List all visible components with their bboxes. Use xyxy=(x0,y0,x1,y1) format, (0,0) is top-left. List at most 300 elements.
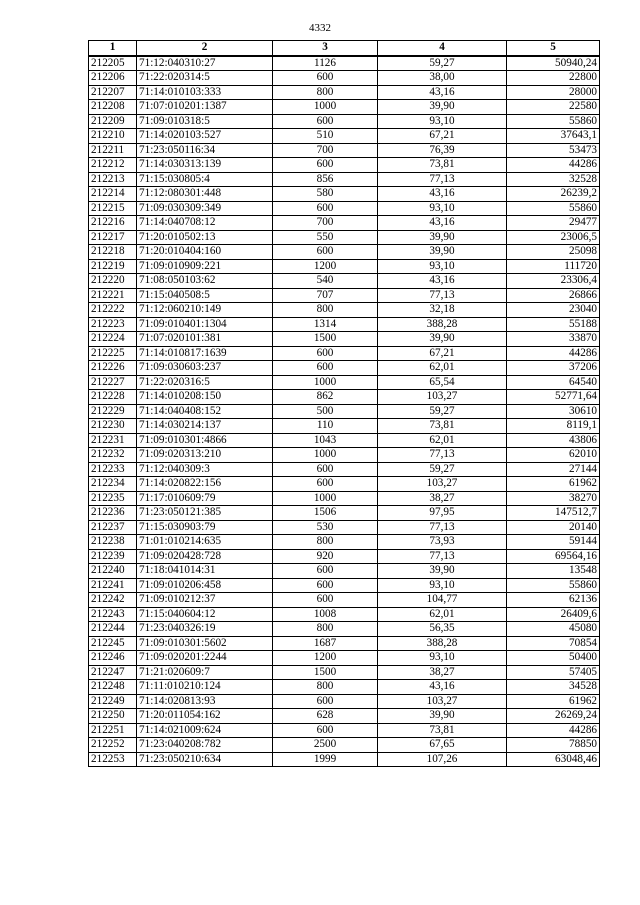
cell-value: 44286 xyxy=(507,158,600,173)
cell-cadastral-number: 71:09:010401:1304 xyxy=(137,317,273,332)
cell-area: 1000 xyxy=(273,448,378,463)
cell-cadastral-number: 71:20:010502:13 xyxy=(137,230,273,245)
cell-value: 26269,24 xyxy=(507,709,600,724)
cell-row-number: 212229 xyxy=(89,404,137,419)
cell-rate: 77,13 xyxy=(378,172,507,187)
cell-cadastral-number: 71:15:040508:5 xyxy=(137,288,273,303)
cell-value: 34528 xyxy=(507,680,600,695)
cell-rate: 39,90 xyxy=(378,245,507,260)
cell-row-number: 212246 xyxy=(89,651,137,666)
cell-cadastral-number: 71:09:010212:37 xyxy=(137,593,273,608)
cell-row-number: 212209 xyxy=(89,114,137,129)
table-row xyxy=(89,172,600,187)
cell-cadastral-number: 71:12:040309:3 xyxy=(137,462,273,477)
cell-rate: 39,90 xyxy=(378,709,507,724)
cell-rate: 43,16 xyxy=(378,274,507,289)
cell-cadastral-number: 71:20:011054:162 xyxy=(137,709,273,724)
table-row xyxy=(89,346,600,361)
cell-area: 1000 xyxy=(273,491,378,506)
table-row xyxy=(89,317,600,332)
table-row xyxy=(89,593,600,608)
table-row xyxy=(89,564,600,579)
column-header-4: 4 xyxy=(378,41,507,56)
cell-rate: 43,16 xyxy=(378,216,507,231)
cell-rate: 67,21 xyxy=(378,129,507,144)
cell-area: 550 xyxy=(273,230,378,245)
cell-area: 1000 xyxy=(273,100,378,115)
cell-area: 1500 xyxy=(273,665,378,680)
cell-cadastral-number: 71:22:020314:5 xyxy=(137,71,273,86)
cell-cadastral-number: 71:15:040604:12 xyxy=(137,607,273,622)
cell-cadastral-number: 71:01:010214:635 xyxy=(137,535,273,550)
cell-row-number: 212248 xyxy=(89,680,137,695)
table-row xyxy=(89,709,600,724)
table-row xyxy=(89,578,600,593)
cell-area: 600 xyxy=(273,114,378,129)
cell-cadastral-number: 71:12:080301:448 xyxy=(137,187,273,202)
table-row xyxy=(89,462,600,477)
cell-value: 44286 xyxy=(507,723,600,738)
table-row xyxy=(89,114,600,129)
cell-rate: 62,01 xyxy=(378,361,507,376)
cell-cadastral-number: 71:09:010301:5602 xyxy=(137,636,273,651)
cell-area: 1043 xyxy=(273,433,378,448)
table-row xyxy=(89,694,600,709)
table-row xyxy=(89,216,600,231)
cell-row-number: 212208 xyxy=(89,100,137,115)
table-row xyxy=(89,259,600,274)
cell-area: 600 xyxy=(273,723,378,738)
table-row xyxy=(89,607,600,622)
cell-cadastral-number: 71:15:030903:79 xyxy=(137,520,273,535)
cell-cadastral-number: 71:14:030214:137 xyxy=(137,419,273,434)
cell-row-number: 212249 xyxy=(89,694,137,709)
cell-cadastral-number: 71:14:030313:139 xyxy=(137,158,273,173)
cell-value: 62010 xyxy=(507,448,600,463)
cell-value: 147512,7 xyxy=(507,506,600,521)
cell-cadastral-number: 71:14:010817:1639 xyxy=(137,346,273,361)
cell-cadastral-number: 71:09:020201:2244 xyxy=(137,651,273,666)
cell-value: 20140 xyxy=(507,520,600,535)
cell-area: 1200 xyxy=(273,651,378,666)
cell-area: 580 xyxy=(273,187,378,202)
table-row xyxy=(89,143,600,158)
cell-cadastral-number: 71:09:010318:5 xyxy=(137,114,273,129)
cell-value: 30610 xyxy=(507,404,600,419)
cell-row-number: 212211 xyxy=(89,143,137,158)
cell-rate: 43,16 xyxy=(378,680,507,695)
cell-value: 26239,2 xyxy=(507,187,600,202)
table-row xyxy=(89,419,600,434)
cell-row-number: 212207 xyxy=(89,85,137,100)
cell-area: 707 xyxy=(273,288,378,303)
table-row xyxy=(89,56,600,71)
table-row xyxy=(89,288,600,303)
cell-row-number: 212247 xyxy=(89,665,137,680)
cell-cadastral-number: 71:22:020316:5 xyxy=(137,375,273,390)
table-row xyxy=(89,375,600,390)
cell-rate: 103,27 xyxy=(378,390,507,405)
cell-value: 53473 xyxy=(507,143,600,158)
cell-cadastral-number: 71:14:020813:93 xyxy=(137,694,273,709)
cell-row-number: 212212 xyxy=(89,158,137,173)
cell-row-number: 212231 xyxy=(89,433,137,448)
cell-area: 600 xyxy=(273,694,378,709)
cell-area: 1687 xyxy=(273,636,378,651)
cell-rate: 93,10 xyxy=(378,259,507,274)
cell-cadastral-number: 71:14:040408:152 xyxy=(137,404,273,419)
cell-area: 1126 xyxy=(273,56,378,71)
cell-rate: 62,01 xyxy=(378,433,507,448)
cell-area: 1500 xyxy=(273,332,378,347)
cell-cadastral-number: 71:23:040208:782 xyxy=(137,738,273,753)
cell-cadastral-number: 71:09:020428:728 xyxy=(137,549,273,564)
cell-area: 600 xyxy=(273,462,378,477)
cell-value: 55860 xyxy=(507,578,600,593)
cell-value: 43806 xyxy=(507,433,600,448)
cell-cadastral-number: 71:12:060210:149 xyxy=(137,303,273,318)
cell-rate: 93,10 xyxy=(378,651,507,666)
table-row xyxy=(89,738,600,753)
cell-value: 23040 xyxy=(507,303,600,318)
cell-area: 110 xyxy=(273,419,378,434)
cell-area: 600 xyxy=(273,593,378,608)
cell-rate: 39,90 xyxy=(378,230,507,245)
cell-value: 64540 xyxy=(507,375,600,390)
cell-row-number: 212239 xyxy=(89,549,137,564)
cell-value: 37206 xyxy=(507,361,600,376)
table-row xyxy=(89,535,600,550)
cell-area: 540 xyxy=(273,274,378,289)
cell-rate: 103,27 xyxy=(378,477,507,492)
cell-value: 55860 xyxy=(507,114,600,129)
cell-value: 26409,6 xyxy=(507,607,600,622)
cell-area: 700 xyxy=(273,216,378,231)
cell-area: 600 xyxy=(273,361,378,376)
cell-value: 23306,4 xyxy=(507,274,600,289)
cell-row-number: 212236 xyxy=(89,506,137,521)
cell-value: 69564,16 xyxy=(507,549,600,564)
cell-value: 22580 xyxy=(507,100,600,115)
cell-cadastral-number: 71:09:020313:210 xyxy=(137,448,273,463)
table-row xyxy=(89,274,600,289)
table-row xyxy=(89,158,600,173)
cell-value: 32528 xyxy=(507,172,600,187)
page-number: 4332 xyxy=(309,22,331,34)
cell-value: 63048,46 xyxy=(507,752,600,767)
cell-rate: 38,27 xyxy=(378,491,507,506)
cell-value: 61962 xyxy=(507,694,600,709)
cell-row-number: 212241 xyxy=(89,578,137,593)
cell-rate: 43,16 xyxy=(378,187,507,202)
cell-value: 111720 xyxy=(507,259,600,274)
cell-area: 2500 xyxy=(273,738,378,753)
table-row xyxy=(89,201,600,216)
table-row xyxy=(89,665,600,680)
cell-rate: 73,81 xyxy=(378,723,507,738)
table-row xyxy=(89,622,600,637)
cell-value: 38270 xyxy=(507,491,600,506)
cell-rate: 388,28 xyxy=(378,636,507,651)
cell-row-number: 212214 xyxy=(89,187,137,202)
cell-area: 800 xyxy=(273,680,378,695)
cell-row-number: 212225 xyxy=(89,346,137,361)
cell-cadastral-number: 71:07:020101:381 xyxy=(137,332,273,347)
cell-cadastral-number: 71:07:010201:1387 xyxy=(137,100,273,115)
cell-value: 22800 xyxy=(507,71,600,86)
cell-value: 78850 xyxy=(507,738,600,753)
cell-value: 62136 xyxy=(507,593,600,608)
cell-row-number: 212230 xyxy=(89,419,137,434)
cell-rate: 97,95 xyxy=(378,506,507,521)
table-row xyxy=(89,636,600,651)
cell-value: 52771,64 xyxy=(507,390,600,405)
table-row xyxy=(89,404,600,419)
cell-rate: 67,21 xyxy=(378,346,507,361)
cell-cadastral-number: 71:20:010404:160 xyxy=(137,245,273,260)
cell-row-number: 212205 xyxy=(89,56,137,71)
cell-area: 1200 xyxy=(273,259,378,274)
cell-rate: 77,13 xyxy=(378,448,507,463)
column-header-5: 5 xyxy=(507,41,600,56)
cell-row-number: 212244 xyxy=(89,622,137,637)
cell-rate: 76,39 xyxy=(378,143,507,158)
cell-cadastral-number: 71:09:010206:458 xyxy=(137,578,273,593)
cell-rate: 38,27 xyxy=(378,665,507,680)
cell-value: 50940,24 xyxy=(507,56,600,71)
data-table xyxy=(88,40,600,767)
cell-cadastral-number: 71:23:050121:385 xyxy=(137,506,273,521)
cell-area: 862 xyxy=(273,390,378,405)
cell-row-number: 212233 xyxy=(89,462,137,477)
cell-cadastral-number: 71:15:030805:4 xyxy=(137,172,273,187)
cell-rate: 67,65 xyxy=(378,738,507,753)
cell-row-number: 212243 xyxy=(89,607,137,622)
cell-row-number: 212224 xyxy=(89,332,137,347)
cell-rate: 39,90 xyxy=(378,564,507,579)
cell-rate: 65,54 xyxy=(378,375,507,390)
cell-rate: 103,27 xyxy=(378,694,507,709)
cell-value: 37643,1 xyxy=(507,129,600,144)
cell-value: 57405 xyxy=(507,665,600,680)
cell-value: 61962 xyxy=(507,477,600,492)
table-row xyxy=(89,723,600,738)
cell-row-number: 212252 xyxy=(89,738,137,753)
cell-cadastral-number: 71:21:020609:7 xyxy=(137,665,273,680)
table-row xyxy=(89,651,600,666)
cell-area: 800 xyxy=(273,535,378,550)
cell-row-number: 212237 xyxy=(89,520,137,535)
cell-row-number: 212251 xyxy=(89,723,137,738)
cell-value: 55860 xyxy=(507,201,600,216)
cell-rate: 104,77 xyxy=(378,593,507,608)
cell-area: 800 xyxy=(273,85,378,100)
cell-value: 33870 xyxy=(507,332,600,347)
cell-rate: 32,18 xyxy=(378,303,507,318)
cell-row-number: 212210 xyxy=(89,129,137,144)
cell-area: 700 xyxy=(273,143,378,158)
cell-row-number: 212235 xyxy=(89,491,137,506)
cell-cadastral-number: 71:14:040708:12 xyxy=(137,216,273,231)
table-row xyxy=(89,332,600,347)
cell-rate: 38,00 xyxy=(378,71,507,86)
cell-cadastral-number: 71:09:030603:237 xyxy=(137,361,273,376)
cell-row-number: 212245 xyxy=(89,636,137,651)
table-row xyxy=(89,680,600,695)
table-row xyxy=(89,100,600,115)
table-row xyxy=(89,303,600,318)
column-header-3: 3 xyxy=(273,41,378,56)
cell-cadastral-number: 71:23:040326:19 xyxy=(137,622,273,637)
cell-row-number: 212218 xyxy=(89,245,137,260)
cell-rate: 107,26 xyxy=(378,752,507,767)
cell-rate: 73,93 xyxy=(378,535,507,550)
cell-rate: 77,13 xyxy=(378,520,507,535)
cell-area: 1506 xyxy=(273,506,378,521)
cell-rate: 93,10 xyxy=(378,114,507,129)
table-row xyxy=(89,230,600,245)
cell-rate: 39,90 xyxy=(378,100,507,115)
cell-value: 8119,1 xyxy=(507,419,600,434)
cell-row-number: 212227 xyxy=(89,375,137,390)
cell-cadastral-number: 71:14:020103:527 xyxy=(137,129,273,144)
cell-value: 59144 xyxy=(507,535,600,550)
cell-area: 920 xyxy=(273,549,378,564)
cell-area: 1999 xyxy=(273,752,378,767)
cell-row-number: 212250 xyxy=(89,709,137,724)
cell-area: 600 xyxy=(273,245,378,260)
table-header-row xyxy=(89,41,600,56)
cell-area: 600 xyxy=(273,71,378,86)
cell-area: 600 xyxy=(273,158,378,173)
cell-row-number: 212221 xyxy=(89,288,137,303)
cell-value: 23006,5 xyxy=(507,230,600,245)
table-row xyxy=(89,433,600,448)
cell-row-number: 212238 xyxy=(89,535,137,550)
cell-row-number: 212228 xyxy=(89,390,137,405)
table-row xyxy=(89,477,600,492)
cell-area: 856 xyxy=(273,172,378,187)
cell-rate: 93,10 xyxy=(378,201,507,216)
cell-area: 1000 xyxy=(273,375,378,390)
cell-area: 600 xyxy=(273,564,378,579)
cell-row-number: 212240 xyxy=(89,564,137,579)
cell-value: 70854 xyxy=(507,636,600,651)
cell-rate: 73,81 xyxy=(378,419,507,434)
cell-rate: 39,90 xyxy=(378,332,507,347)
cell-rate: 388,28 xyxy=(378,317,507,332)
cell-cadastral-number: 71:23:050210:634 xyxy=(137,752,273,767)
cell-area: 600 xyxy=(273,201,378,216)
cell-cadastral-number: 71:11:010210:124 xyxy=(137,680,273,695)
cell-area: 628 xyxy=(273,709,378,724)
cell-cadastral-number: 71:18:041014:31 xyxy=(137,564,273,579)
cell-value: 27144 xyxy=(507,462,600,477)
cell-value: 28000 xyxy=(507,85,600,100)
cell-area: 600 xyxy=(273,578,378,593)
table-row xyxy=(89,448,600,463)
cell-row-number: 212217 xyxy=(89,230,137,245)
table-row xyxy=(89,187,600,202)
table-row xyxy=(89,71,600,86)
cell-row-number: 212213 xyxy=(89,172,137,187)
table-row xyxy=(89,506,600,521)
table-row xyxy=(89,549,600,564)
cell-value: 50400 xyxy=(507,651,600,666)
table-row xyxy=(89,361,600,376)
cell-area: 500 xyxy=(273,404,378,419)
cell-row-number: 212232 xyxy=(89,448,137,463)
cell-row-number: 212219 xyxy=(89,259,137,274)
cell-cadastral-number: 71:12:040310:27 xyxy=(137,56,273,71)
cell-area: 510 xyxy=(273,129,378,144)
cell-row-number: 212223 xyxy=(89,317,137,332)
cell-cadastral-number: 71:09:010909:221 xyxy=(137,259,273,274)
cell-row-number: 212220 xyxy=(89,274,137,289)
cell-cadastral-number: 71:17:010609:79 xyxy=(137,491,273,506)
cell-rate: 56,35 xyxy=(378,622,507,637)
cell-row-number: 212216 xyxy=(89,216,137,231)
cell-cadastral-number: 71:09:010301:4866 xyxy=(137,433,273,448)
cell-area: 800 xyxy=(273,303,378,318)
cell-cadastral-number: 71:08:050103:62 xyxy=(137,274,273,289)
cell-row-number: 212242 xyxy=(89,593,137,608)
cell-cadastral-number: 71:14:020822:156 xyxy=(137,477,273,492)
cell-value: 45080 xyxy=(507,622,600,637)
table-body xyxy=(89,56,600,767)
cell-area: 530 xyxy=(273,520,378,535)
cell-rate: 77,13 xyxy=(378,288,507,303)
cell-value: 26866 xyxy=(507,288,600,303)
cell-value: 29477 xyxy=(507,216,600,231)
table-row xyxy=(89,752,600,767)
table-row xyxy=(89,491,600,506)
cell-rate: 77,13 xyxy=(378,549,507,564)
cell-area: 600 xyxy=(273,346,378,361)
cell-row-number: 212253 xyxy=(89,752,137,767)
cell-value: 13548 xyxy=(507,564,600,579)
cell-rate: 43,16 xyxy=(378,85,507,100)
cell-rate: 62,01 xyxy=(378,607,507,622)
column-header-1: 1 xyxy=(89,41,137,56)
cell-value: 44286 xyxy=(507,346,600,361)
cell-rate: 59,27 xyxy=(378,404,507,419)
cell-area: 1314 xyxy=(273,317,378,332)
cell-rate: 59,27 xyxy=(378,56,507,71)
cell-rate: 73,81 xyxy=(378,158,507,173)
cell-value: 55188 xyxy=(507,317,600,332)
table-row xyxy=(89,85,600,100)
cell-row-number: 212206 xyxy=(89,71,137,86)
cell-rate: 59,27 xyxy=(378,462,507,477)
cell-value: 25098 xyxy=(507,245,600,260)
cell-cadastral-number: 71:14:010103:333 xyxy=(137,85,273,100)
cell-cadastral-number: 71:23:050116:34 xyxy=(137,143,273,158)
cell-area: 800 xyxy=(273,622,378,637)
cell-row-number: 212222 xyxy=(89,303,137,318)
cell-row-number: 212215 xyxy=(89,201,137,216)
cell-area: 1008 xyxy=(273,607,378,622)
cell-cadastral-number: 71:09:030309:349 xyxy=(137,201,273,216)
table-row xyxy=(89,390,600,405)
table-row xyxy=(89,245,600,260)
cell-cadastral-number: 71:14:010208:150 xyxy=(137,390,273,405)
cell-rate: 93,10 xyxy=(378,578,507,593)
cell-row-number: 212226 xyxy=(89,361,137,376)
cell-cadastral-number: 71:14:021009:624 xyxy=(137,723,273,738)
table-row xyxy=(89,520,600,535)
cell-row-number: 212234 xyxy=(89,477,137,492)
